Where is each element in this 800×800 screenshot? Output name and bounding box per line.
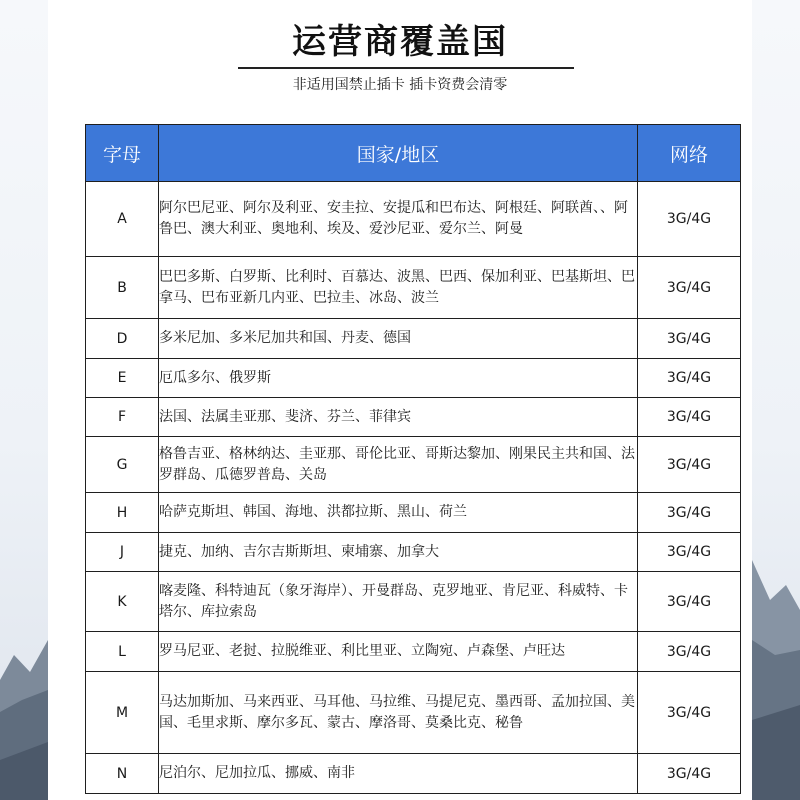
row-network: 3G/4G — [638, 493, 741, 533]
row-network: 3G/4G — [638, 182, 741, 257]
table-row — [86, 754, 741, 794]
row-countries: 阿尔巴尼亚、阿尔及利亚、安圭拉、安提瓜和巴布达、阿根廷、阿联酋、、阿鲁巴、澳大利亚、奥地利、埃及、爱沙尼亚、爱尔兰、阿曼 — [159, 182, 638, 257]
row-letter: B — [86, 257, 159, 319]
row-letter: J — [86, 533, 159, 572]
row-countries: 多米尼加、多米尼加共和国、丹麦、德国 — [159, 319, 638, 359]
row-network: 3G/4G — [638, 572, 741, 632]
row-network: 3G/4G — [638, 672, 741, 754]
title-underline — [238, 67, 574, 69]
table-row — [86, 319, 741, 359]
row-countries: 罗马尼亚、老挝、拉脱维亚、利比里亚、立陶宛、卢森堡、卢旺达 — [159, 632, 638, 672]
table-row — [86, 359, 741, 398]
table-row — [86, 493, 741, 533]
row-network: 3G/4G — [638, 398, 741, 437]
row-network: 3G/4G — [638, 319, 741, 359]
table-header-row — [86, 125, 741, 182]
coverage-table — [85, 124, 741, 794]
table-row — [86, 398, 741, 437]
row-letter: L — [86, 632, 159, 672]
header-network: 网络 — [638, 125, 741, 182]
page-title: 运营商覆盖国 — [292, 22, 508, 62]
table-row — [86, 257, 741, 319]
row-countries: 巴巴多斯、白罗斯、比利时、百慕达、波黑、巴西、保加利亚、巴基斯坦、巴拿马、巴布亚新几内亚、巴拉圭、冰岛、波兰 — [159, 257, 638, 319]
subtitle: 非适用国禁止插卡 插卡资费会清零 — [292, 77, 508, 93]
header-country: 国家/地区 — [159, 125, 638, 182]
row-countries: 厄瓜多尔、俄罗斯 — [159, 359, 638, 398]
row-letter: E — [86, 359, 159, 398]
row-countries: 法国、法属圭亚那、斐济、芬兰、菲律宾 — [159, 398, 638, 437]
table-row — [86, 572, 741, 632]
row-letter: A — [86, 182, 159, 257]
table-row — [86, 632, 741, 672]
table-row — [86, 182, 741, 257]
row-letter: G — [86, 437, 159, 493]
row-network: 3G/4G — [638, 257, 741, 319]
row-network: 3G/4G — [638, 533, 741, 572]
row-letter: K — [86, 572, 159, 632]
row-letter: H — [86, 493, 159, 533]
row-countries: 格鲁吉亚、格林纳达、圭亚那、哥伦比亚、哥斯达黎加、刚果民主共和国、法罗群岛、瓜德罗普島、关岛 — [159, 437, 638, 493]
header-letter: 字母 — [86, 125, 159, 182]
row-network: 3G/4G — [638, 437, 741, 493]
content-panel — [48, 0, 752, 800]
table-row — [86, 672, 741, 754]
table-row — [86, 437, 741, 493]
row-letter: D — [86, 319, 159, 359]
row-countries: 哈萨克斯坦、韩国、海地、洪都拉斯、黑山、荷兰 — [159, 493, 638, 533]
row-network: 3G/4G — [638, 754, 741, 794]
table-row — [86, 533, 741, 572]
row-countries: 捷克、加纳、吉尔吉斯斯坦、柬埔寨、加拿大 — [159, 533, 638, 572]
row-countries: 喀麦隆、科特迪瓦（象牙海岸）、开曼群岛、克罗地亚、肯尼亚、科威特、卡塔尔、库拉索岛 — [159, 572, 638, 632]
row-letter: N — [86, 754, 159, 794]
row-countries: 马达加斯加、马来西亚、马耳他、马拉维、马提尼克、墨西哥、孟加拉国、美国、毛里求斯、摩尔多瓦、蒙古、摩洛哥、莫桑比克、秘鲁 — [159, 672, 638, 754]
row-letter: M — [86, 672, 159, 754]
row-network: 3G/4G — [638, 632, 741, 672]
row-network: 3G/4G — [638, 359, 741, 398]
row-countries: 尼泊尔、尼加拉瓜、挪威、南非 — [159, 754, 638, 794]
row-letter: F — [86, 398, 159, 437]
